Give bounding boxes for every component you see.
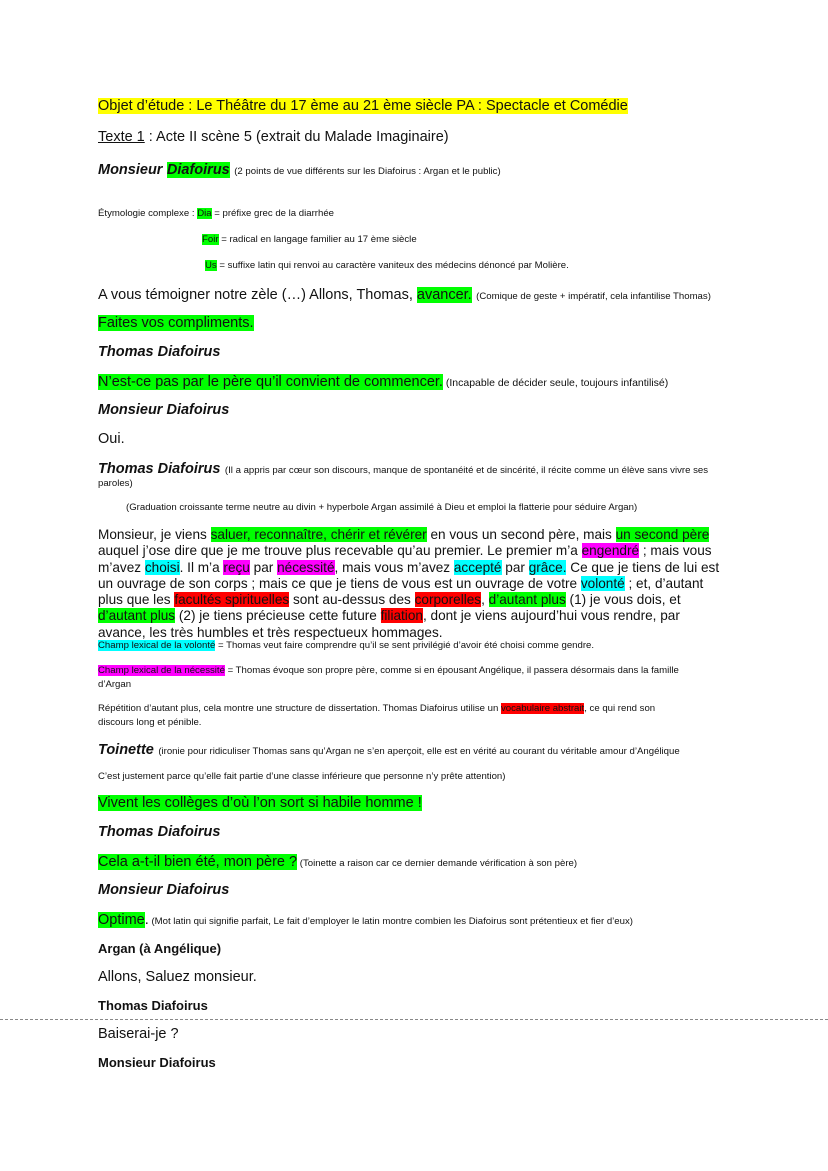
- speech-part: en vous un second père, mais: [426, 527, 616, 542]
- volonte-highlight: Champ lexical de la volonté: [98, 640, 216, 651]
- necessite-highlight: Champ lexical de la nécessité: [98, 665, 225, 676]
- speaker-thomas-4: Thomas Diafoirus: [98, 998, 208, 1013]
- speech-highlight-magenta: nécessité: [277, 559, 335, 575]
- study-title: [98, 98, 628, 114]
- speech-part: Monsieur, je viens: [98, 527, 211, 542]
- foir-highlight: Foir: [202, 234, 219, 245]
- speech-part: (1) je vous dois, et: [565, 592, 681, 608]
- speech-highlight-green: saluer, reconnaître, chérir et révérer: [210, 527, 427, 542]
- us-highlight: Us: [205, 260, 217, 271]
- dia-text: = préfixe grec de la diarrhée: [211, 208, 334, 219]
- speech-part: ,: [481, 592, 489, 608]
- speech-highlight-red: filiation: [380, 608, 423, 624]
- necessite-text: = Thomas évoque son propre père, comme si en épousant Angélique, il passera désormais dans la famille: [224, 665, 679, 676]
- texte-rest: : Acte II scène 5 (extrait du Malade Imaginaire): [144, 129, 449, 145]
- speech-highlight-magenta: reçu: [223, 559, 250, 575]
- speaker-monsieur: Monsieur: [98, 162, 163, 178]
- speaker-toinette: Toinette: [98, 742, 154, 758]
- etymology-label: Étymologie complexe :: [98, 208, 198, 219]
- speech-part: par: [249, 559, 278, 575]
- etymology-dia: [98, 208, 334, 219]
- vocabulaire-highlight: vocabulaire abstrait: [500, 703, 585, 714]
- optime-dot: .: [144, 912, 149, 928]
- speech-part: sont au-dessus des: [289, 592, 415, 608]
- speech-highlight-cyan: volonté: [580, 575, 625, 591]
- texte-heading: [98, 129, 449, 145]
- analysis-necessite-2: d’Argan: [98, 679, 132, 690]
- speaker-thomas-2: Thomas Diafoirus: [98, 461, 221, 477]
- speaker-monsieur-2: Monsieur Diafoirus: [98, 882, 230, 898]
- toinette-speaker-line: [98, 741, 680, 759]
- thomas2-note-1: (Il a appris par cœur son discours, manque de spontanéité et de sincérité, il récite comme un élève sans vivre ses: [224, 465, 709, 476]
- speech-part: ; mais vous m’avez: [98, 543, 712, 575]
- toinette-line-highlight: Vivent les collèges d’où l’on sort si habile homme !: [98, 795, 422, 811]
- etymology-foir: [202, 234, 417, 245]
- speech-highlight-cyan: choisi: [144, 559, 180, 575]
- speech-highlight-red: corporelles: [414, 592, 482, 608]
- baiserai-line: Baiserai-je ?: [98, 1026, 179, 1042]
- dialogue-line-1: [98, 286, 711, 304]
- dia-highlight: Dia: [197, 208, 212, 219]
- speech-part: , dont je viens aujourd’hui vous rendre, par avance, les très humbles et très respectueux hommages.: [98, 608, 680, 640]
- repetition-text-end: , ce qui rend son: [584, 703, 656, 714]
- speaker-argan: Argan (à Angélique): [98, 941, 222, 956]
- speaker-diafoirus-highlight: Diafoirus: [166, 162, 230, 178]
- speech-highlight-red: facultés spirituelles: [174, 592, 290, 608]
- question-note: (Toinette a raison car ce dernier demande vérification à son père): [297, 858, 578, 869]
- speech-part: , mais vous m’avez: [334, 559, 454, 575]
- speech-part: . Il m’a: [179, 559, 224, 575]
- speaker-thomas-2-line: [98, 460, 708, 478]
- speech-highlight-green: d’autant plus: [98, 608, 176, 624]
- speech-part: ; et, d’autant plus que les: [98, 575, 704, 608]
- graduation-note: (Graduation croissante terme neutre au divin + hyperbole Argan assimilé à Dieu et emploi la flatterie pour séduire Argan): [126, 502, 638, 513]
- speech-highlight-cyan: accepté: [453, 559, 502, 575]
- toinette-note: (ironie pour ridiculiser Thomas sans qu’Argan ne s’en aperçoit, elle est en vérité au courant du véritable amour d’Angélique: [158, 746, 680, 757]
- speaker-monsieur-1: Monsieur Diafoirus: [98, 402, 230, 418]
- speech-part: (2) je tiens précieuse cette future: [175, 608, 381, 624]
- line1-note: (Comique de geste + impératif, cela infantilise Thomas): [476, 291, 711, 302]
- question-highlight: Cela a-t-il bien été, mon père ?: [98, 854, 298, 870]
- oui-line: Oui.: [98, 431, 125, 447]
- speech-part: auquel j’ose dire que je me trouve plus recevable qu’au premier. Le premier m’a: [98, 543, 582, 559]
- speech-highlight-cyan: grâce.: [528, 559, 567, 575]
- dialogue-line-3: [98, 373, 668, 391]
- allons-line: Allons, Saluez monsieur.: [98, 969, 257, 985]
- analysis-repetition-2: discours long et pénible.: [98, 717, 202, 728]
- question-line: [98, 853, 577, 871]
- us-text: = suffixe latin qui renvoi au caractère vaniteux des médecins dénoncé par Molière.: [216, 260, 569, 271]
- speech-highlight-green: d’autant plus: [488, 592, 566, 608]
- optime-note: (Mot latin qui signifie parfait, Le fait d’employer le latin montre combien les Diafoirus sont prétentieux et fier d’eux): [148, 916, 633, 927]
- page-break-divider: [0, 1019, 828, 1020]
- foir-text: = radical en langage familier au 17 ème siècle: [218, 234, 417, 245]
- intro-speaker-line: [98, 161, 501, 179]
- analysis-necessite: [98, 665, 679, 676]
- avancer-highlight: avancer.: [416, 287, 472, 303]
- repetition-text: Répétition d’autant plus, cela montre une structure de dissertation. Thomas Diafoirus utilise un: [98, 703, 501, 714]
- thomas-speech: [98, 527, 730, 641]
- dialogue-line-2: [98, 315, 254, 331]
- line3-highlight: N’est-ce pas par le père qu’il convient de commencer.: [98, 374, 443, 390]
- etymology-us: [205, 260, 569, 271]
- thomas2-note-2: paroles): [98, 478, 133, 489]
- speech-part: par: [501, 559, 529, 575]
- toinette-line: [98, 795, 422, 811]
- speech-part: Ce que je tiens de lui est un ouvrage de son corps ; mais ce que je tiens de vous est un ouvrage de votre: [98, 559, 720, 591]
- speaker-thomas-1: Thomas Diafoirus: [98, 344, 221, 360]
- line3-note: (Incapable de décider seule, toujours infantilisé): [442, 377, 669, 389]
- study-title-text: Objet d’étude : Le Théâtre du 17 ème au 21 ème siècle PA : Spectacle et Comédie: [98, 98, 628, 114]
- speech-highlight-magenta: engendré: [581, 543, 640, 559]
- volonte-text: = Thomas veut faire comprendre qu’il se sent privilégié d’avoir été choisi comme gendre.: [215, 640, 595, 651]
- analysis-repetition: [98, 703, 655, 714]
- optime-line: [98, 911, 633, 929]
- speaker-thomas-3: Thomas Diafoirus: [98, 824, 221, 840]
- speech-highlight-green: un second père: [615, 527, 710, 542]
- speaker-monsieur-3: Monsieur Diafoirus: [98, 1055, 216, 1070]
- intro-note: (2 points de vue différents sur les Diafoirus : Argan et le public): [234, 166, 501, 177]
- compliments-highlight: Faites vos compliments.: [98, 315, 254, 331]
- optime-highlight: Optime: [98, 912, 145, 928]
- texte-label: Texte 1: [98, 129, 145, 145]
- toinette-note-2: C’est justement parce qu’elle fait partie d’une classe inférieure que personne n’y prête attention): [98, 771, 506, 782]
- analysis-volonte: [98, 640, 594, 651]
- line1-text: A vous témoigner notre zèle (…) Allons, Thomas,: [98, 287, 417, 303]
